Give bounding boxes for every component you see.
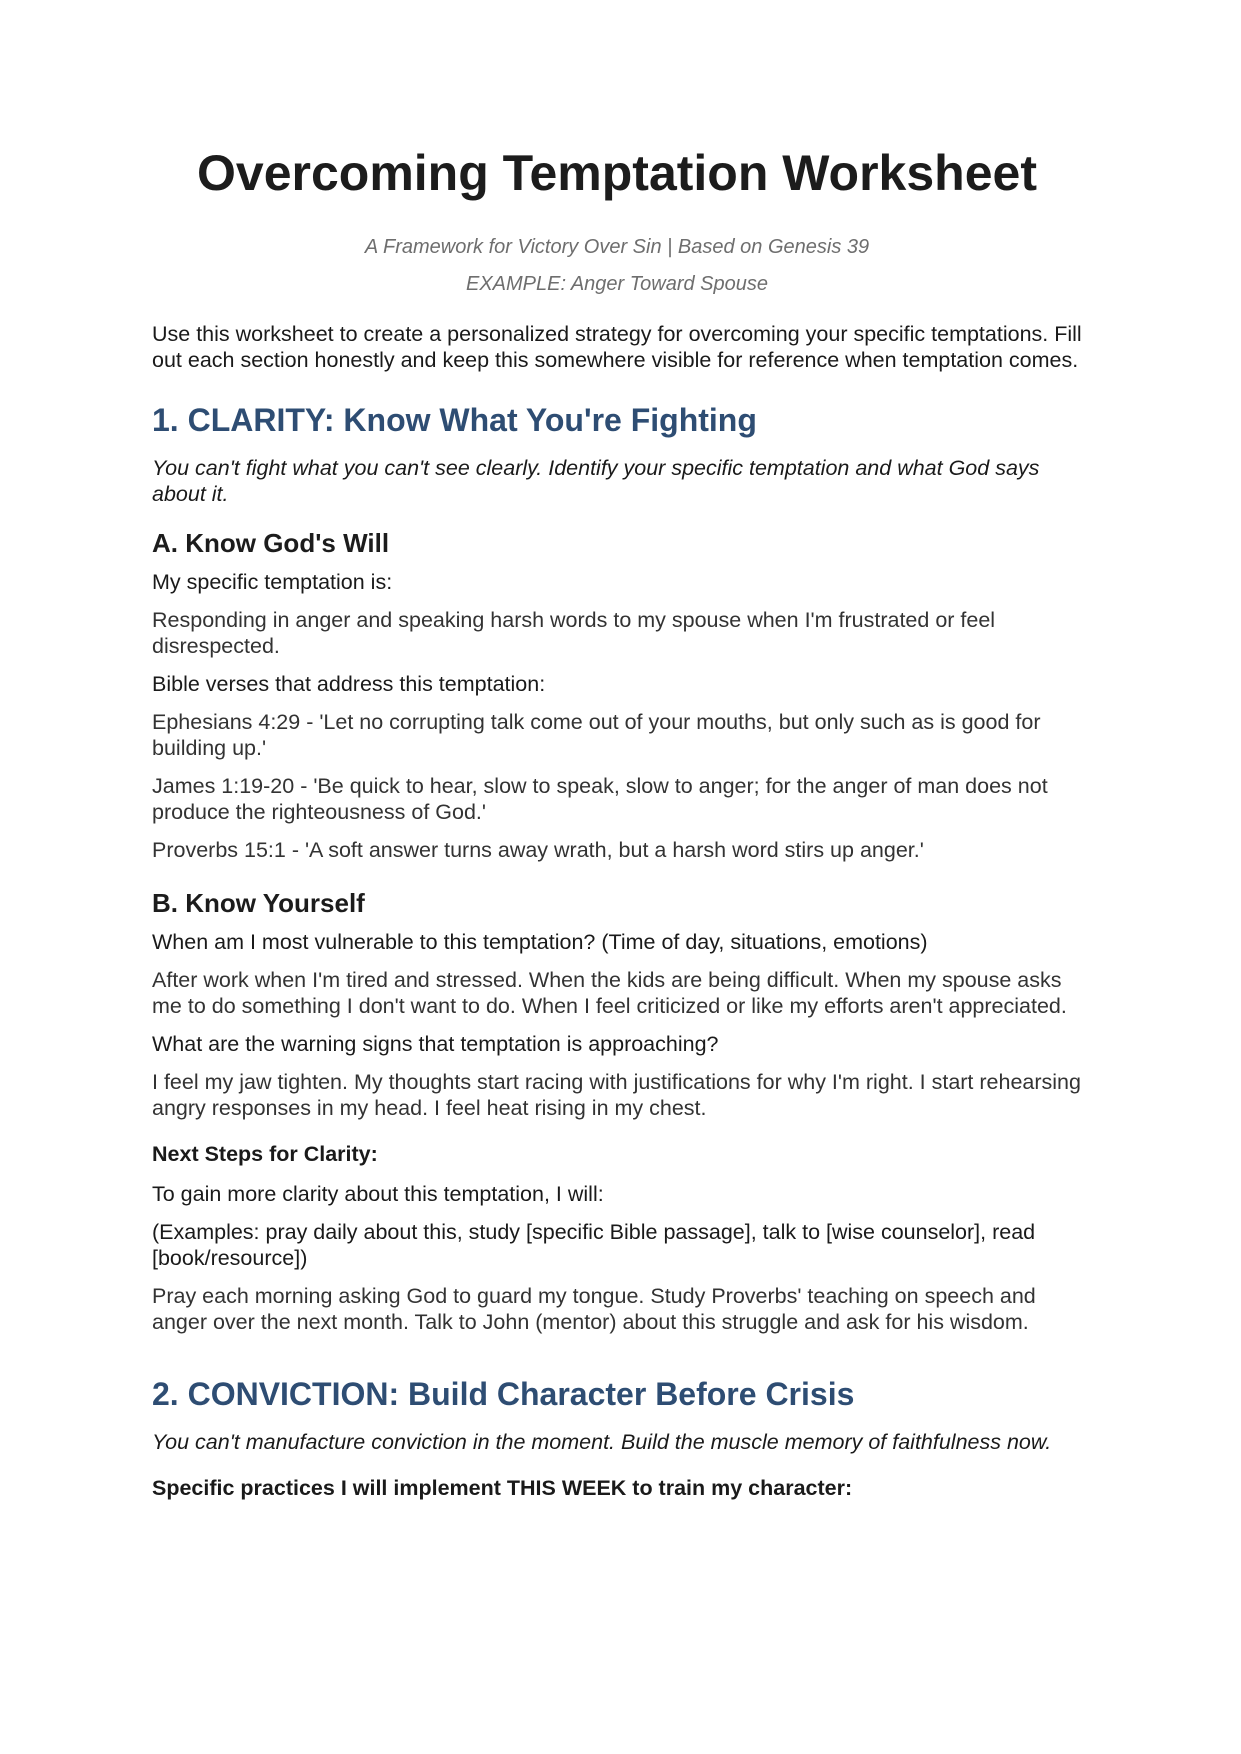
part-a-heading: A. Know God's Will <box>152 528 390 558</box>
page-title: Overcoming Temptation Worksheet <box>197 145 1037 201</box>
next-steps-prompt: To gain more clarity about this temptation, I will: <box>152 1182 604 1206</box>
section-conviction-heading: 2. CONVICTION: Build Character Before Crisis <box>152 1376 855 1412</box>
temptation-prompt: My specific temptation is: <box>152 570 393 594</box>
verse-item: James 1:19-20 - 'Be quick to hear, slow to speak, slow to anger; for the anger of man does not produce the righteousness of God.' <box>152 774 1048 824</box>
intro-paragraph: Use this worksheet to create a personalized strategy for overcoming your specific temptations. Fill out each section honestly and keep this somewhere visible for reference when temptation comes. <box>152 322 1082 372</box>
worksheet-body <box>152 321 1082 1515</box>
next-steps-answer: Pray each morning asking God to guard my tongue. Study Proverbs' teaching on speech and anger over the next month. Talk to John (mentor) about this struggle and ask for his wisdom. <box>152 1284 1036 1334</box>
temptation-answer: Responding in anger and speaking harsh words to my spouse when I'm frustrated or feel disrespected. <box>152 608 996 658</box>
verses-prompt: Bible verses that address this temptation: <box>152 672 546 696</box>
page-subtitle: A Framework for Victory Over Sin | Based on Genesis 39 <box>364 236 870 258</box>
verse-item: Ephesians 4:29 - 'Let no corrupting talk come out of your mouths, but only such as is good for building up.' <box>152 710 1041 760</box>
section-clarity <box>152 401 1082 1335</box>
next-steps-heading: Next Steps for Clarity: <box>152 1142 378 1166</box>
signs-prompt: What are the warning signs that temptation is approaching? <box>152 1032 719 1056</box>
next-steps-examples: (Examples: pray daily about this, study [specific Bible passage], talk to [wise counselor], read [book/resource]) <box>152 1220 1036 1270</box>
practices-heading: Specific practices I will implement THIS WEEK to train my character: <box>152 1476 853 1500</box>
vulnerable-answer: After work when I'm tired and stressed. When the kids are being difficult. When my spouse asks me to do something I don't want to do. When I feel criticized or like my efforts aren't appreciated. <box>152 968 1067 1018</box>
section-clarity-heading: 1. CLARITY: Know What You're Fighting <box>152 402 757 438</box>
section-conviction <box>152 1375 1082 1501</box>
vulnerable-prompt: When am I most vulnerable to this temptation? (Time of day, situations, emotions) <box>152 930 928 954</box>
signs-answer: I feel my jaw tighten. My thoughts start racing with justifications for why I'm right. I start rehearsing angry responses in my head. I feel heat rising in my chest. <box>152 1070 1081 1120</box>
verse-item: Proverbs 15:1 - 'A soft answer turns away wrath, but a harsh word stirs up anger.' <box>152 838 924 862</box>
section-clarity-note: You can't fight what you can't see clearly. Identify your specific temptation and what God says about it. <box>152 456 1040 506</box>
part-b-heading: B. Know Yourself <box>152 888 365 918</box>
section-conviction-note: You can't manufacture conviction in the moment. Build the muscle memory of faithfulness now. <box>152 1430 1052 1454</box>
example-label: EXAMPLE: Anger Toward Spouse <box>465 273 769 295</box>
